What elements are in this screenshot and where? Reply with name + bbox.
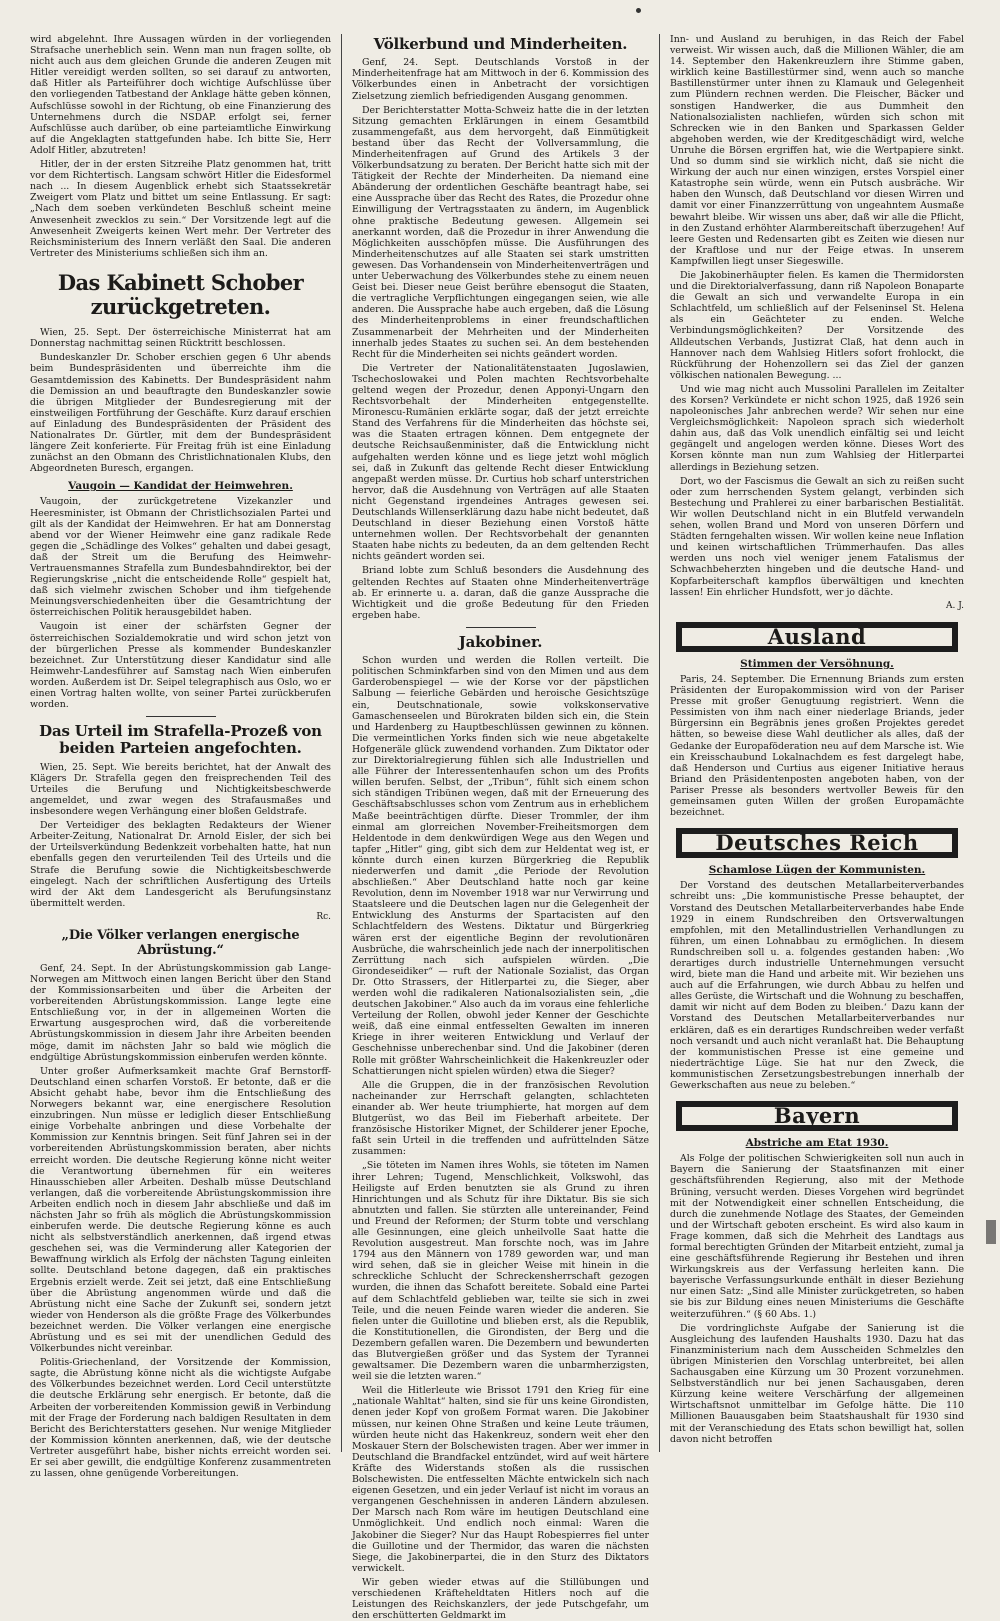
headline-kabinett-schober: Das Kabinett Schober zurückgetreten. [57, 269, 304, 320]
paragraph: Als Folge der politischen Schwierigkeiten soll nun auch in Bayern die Sanierung der Staatsfinanzen mit einer geschäftsführenden Regierung, also mit der Methode Brüning, versucht werden. Dieses Vorgehen wird begründet mit der Notwendigkeit einer schnellen Entscheidung, die durch die zunehmende Notlage des Staates, der Gemeinden und der Wirtschaft geboten erscheint. Es wird also kaum in Frage kommen, daß sich die Mehrheit des Landtags aus formal berechtigten Gründen der Mitarbeit entzieht, zumal ja eine geschäftsführende Regierung ihr Bestehen und ihren Wirkungskreis aus der Verfassung herleiten kann. Die bayerische Verfassungsurkunde enthält in dieser Beziehung nur einen Satz: „Sind alle Minister zurückgetreten, so haben sie bis zur Bildung eines neuen Ministeriums die Geschäfte weiterzuführen.“ (§ 60 Abs. 1.) [670, 1153, 964, 1320]
paragraph: Paris, 24. September. Die Ernennung Briands zum ersten Präsidenten der Europakommission wird von der Pariser Presse mit großer Genugtuung registriert. Wenn die Pessimisten von ihm nach einer niederlage Briands, jeder Bürgersinn ein Begräbnis jenes großen Projektes geredet hätten, so beweise diese Wahl deutlicher als alles, daß der Gedanke der Europaföderation neu auf dem Marsche ist. Wie ein Kreisschaubund Lokalnachdem es fest dargelegt habe, daß Henderson und Curtius aus eigener Initiative heraus Briand den Präsidentenposten angeboten haben, von der Pariser Presse als besonders wertvoller Beweis für den gemeinsamen guten Willen der großen Europamächte bezeichnet. [670, 673, 964, 819]
divider [146, 716, 216, 717]
paragraph: Der Verteidiger des beklagten Redakteurs der Wiener Arbeiter-Zeitung, Nationalrat Dr. Arnold Eisler, der sich bei der Urteilsverkündung Bedenkzeit vorbehalten hatte, hat nun ebenfalls gegen den verurteilenden Teil des Urteils und die Strafe die Berufung sowie die Nichtigkeitsbeschwerde eingelegt. Nach der schriftlichen Ausfertigung des Urteils wird der Akt dem Landesgericht als Berufungsinstanz übermittelt werden. [30, 820, 331, 909]
section-box-bayern: Bayern [676, 1101, 958, 1131]
paragraph: Und wie mag nicht auch Mussolini Parallelen im Zeitalter des Korsen? Verkündete er nicht schon 1925, daß 1926 sein napoleonisches Jahr anbrechen werde? Wir sehen nur eine Vergleichsmöglichkeit: Napoleon sprach sich wiederholt dahin aus, daß das Volk unendlich einfältig sei und leicht gegängelt und angelogen werden könne. Dieses Wort des Korsen könnte man nun zum Wahlsieg der Hitlerpartei allerdings in Beziehung setzen. [670, 383, 964, 473]
headline-voelkerbund: Völkerbund und Minderheiten. [373, 35, 628, 53]
paragraph: Genf, 24. Sept. In der Abrüstungskommission gab Lange-Norwegen am Mittwoch einen langen Bericht über den Stand der Kommissionsarbeiten und über die Arbeiten der vorbereitenden Abrüstungskommission. Lange legte eine Entschließung vor, in der in allgemeinen Worten die Erwartung ausgesprochen wird, daß die vorbereitende Abrüstungskommission in diesem Jahr ihre Arbeiten beenden möge, damit im nächsten Jahr so bald wie möglich die endgültige Abrüstungskommission einberufen werden könnte. [30, 962, 331, 1063]
paragraph: Vaugoin ist einer der schärfsten Gegner der österreichischen Sozialdemokratie und wird schon jetzt von der bürgerlichen Presse als kommender Bundeskanzler bezeichnet. Zur Unterstützung dieser Kandidatur sind alle Heimwehr-Landesführer auf Samstag nach Wien einberufen worden. Außerdem ist Dr. Seipel telegraphisch aus Oslo, wo er einen Vortrag halten wollte, von seiner Partei zurückberufen worden. [30, 621, 331, 711]
paragraph: Genf, 24. Sept. Deutschlands Vorstoß in der Minderheitenfrage hat am Mittwoch in der 6. Kommission des Völkerbundes einen in Anbetracht der vorsichtigen Zielsetzung ziemlich befriedigenden Ausgang genommen. [352, 57, 649, 102]
paragraph: Wien, 25. Sept. Der österreichische Ministerrat hat am Donnerstag nachmittag seinen Rücktritt beschlossen. [30, 327, 331, 350]
paragraph: Vaugoin, der zurückgetretene Vizekanzler und Heeresminister, ist Obmann der Christlichsozialen Partei und gilt als der Kandidat der Heimwehren. Er hat am Donnerstag abend vor der Wiener Heimwehr eine ganz radikale Rede gegen die „Schädlinge des Volkes“ gehalten und dabei gesagt, daß der Streit um die Berufung des Heimwehr-Vertrauensmannes Strafella zum Bundesbahndirektor, bei der Regierungskrise „nicht die entscheidende Rolle“ gespielt hat, daß sich vielmehr zwischen Schober und ihm tiefgehende Meinungsverschiedenheiten über die Gesamtrichtung der österreichischen Politik herausgebildet haben. [30, 496, 331, 619]
ink-dot [636, 8, 641, 13]
author-signature: A. J. [946, 600, 964, 611]
subheadline-etat: Abstriche am Etat 1930. [745, 1137, 889, 1150]
divider [466, 627, 536, 628]
paragraph: Wir geben wieder etwas auf die Stillübungen und verschiedenen Kräfteheldtaten Hitlers noch auf die Leistungen des Reichskanzlers, der jede Putschgefahr, um den erschütterten Geldmarkt im [352, 1576, 649, 1621]
paragraph: Alle die Gruppen, die in der französischen Revolution nacheinander zur Herrschaft gelangten, schlachteten einander ab. Wer heute triumphierte, hat morgen auf dem Blutgerüst, wo das Beil im Fieberhaft arbeitete. Der französische Historiker Mignet, der Schilderer jener Epoche, faßt sein Urteil in die treffenden und aufrüttelnden Sätze zusammen: [352, 1079, 649, 1158]
paragraph: Der Vorstand des deutschen Metallarbeiterverbandes schreibt uns: „Die kommunistische Presse behauptet, der Vorstand des Deutschen Metallarbeiterverbandes habe Ende 1929 in einem Rundschreiben den Ortsverwaltungen empfohlen, mit den Metallindustriellen Verhandlungen zu führen, um einen Lohnabbau zu ermöglichen. In diesem Rundschreiben soll u. a. folgendes gestanden haben: ‚Wo derartiges durch industrielle Unternehmungen versucht wird, biete man die Hand und arbeite mit. Wir beziehen uns auch auf die Erfahrungen, wie durch Abbau zu helfen und alles Gerüste, die Wirtschaft und die Wohnung zu beschaffen, damit wir nicht auf dem Boden zu bleiben.‘ Dazu kann der Vorstand des Deutschen Metallarbeiterverbandes nur erklären, daß es ein derartiges Rundschreiben weder verfaßt noch versandt und auch nicht veranlaßt hat. Die Behauptung der kommunistischen Presse ist eine gemeine und niederträchtige Lüge. Sie hat nur den Zweck, die kommunistischen Zersetzungsbestrebungen innerhalb der Gewerkschaften aus neue zu beleben.“ [670, 880, 964, 1091]
paragraph: Inn- und Ausland zu beruhigen, in das Reich der Fabel verweist. Wir wissen auch, daß die Millionen Wähler, die am 14. September den Hakenkreuzlern ihre Stimme gaben, wirklich keine Bastillestürmer sind, wenn auch so manche Bastillenstürmer unter ihnen zu Klamauk und Gelegenheit zum Plündern rechnen werden. Die Fleischer, Bäcker und sonstigen Handwerker, die aus Dummheit den Nationalsozialisten nachliefen, würden sich schon mit Schrecken wie in den Banken und Sparkassen Gelder abgehoben werden, wie der Kreditgeschädigt wird, welche Unruhe die Börsen ergriffen hat, wie die Wertpapiere sinkt. Und so dumm sind sie wirklich nicht, daß sie nicht die Wirkung der auch nur einen winzigen, erstes Vorspiel einer Katastrophe sein würde, wenn ein Putsch ausbräche. Wir haben den Wunsch, daß Deutschland vor diesen Wirren und damit vor einer Finanzzerrüttung von ungeahntem Ausmaße bewahrt bleibe. Wir wissen uns aber, daß wir alle die Pflicht, in den Zustand erhöhter Alarmbereitschaft überzugehen! Auf leere Gesten und Redensarten gibt es Zeiten wie diesen nur der Kraftlose und nur der Feige etwas. In unserem Kampfwillen liegt unser Siegeswille. [670, 34, 964, 267]
paragraph: Politis-Griechenland, der Vorsitzende der Kommission, sagte, die Abrüstung könne nicht als die wichtigste Aufgabe des Völkerbundes bezeichnet werden. Lord Cecil unterstützte die deutsche Erklärung sehr energisch. Er betonte, daß die Arbeiten der vorbereitenden Kommission gewiß in Verbindung mit der Frage der Forderung nach baldigen Resultaten in dem Bericht des Berichterstatters gesehen. Nur wenige Mitglieder der Kommission könnten anerkennen, daß, wie der deutsche Vertreter ausgeführt habe, bisher nichts erreicht worden sei. Er sei aber gewillt, die endgültige Konferenz zusammentreten zu lassen, ohne genügende Vorbereitungen. [30, 1357, 331, 1480]
column-1 [20, 34, 342, 1480]
paragraph: Unter großer Aufmerksamkeit machte Graf Bernstorff-Deutschland einen scharfen Vorstoß. Er betonte, daß er die Absicht gehabt habe, bevor ihm die Entschließung des Norwegers bekannt war, eine energischere Resolution einzubringen. Nun müsse er lediglich dieser Entschließung einige Vorbehalte anbringen und diese Vorbehalte der Kommission zur Kenntnis bringen. Seit fünf Jahren sei in der vorbereitenden Abrüstungskommission beraten, aber nichts erreicht worden. Die deutsche Regierung könne nicht weiter die Verantwortung übernehmen für ein weiteres Hinausschieben aller Arbeiten. Deshalb müsse Deutschland verlangen, daß die vorbereitende Abrüstungskommission ihre Arbeiten endlich noch in diesem Jahr abschließe und daß im nächsten Jahr so früh als möglich die Abrüstungskommission einberufen werde. Die deutsche Regierung könne es auch nicht als selbstverständlich anerkennen, daß irgend etwas geschehen sei, was die Verminderung aller Kategorien der Bewaffnung wirklich als Erfolg der nächsten Tagung einleiten sollte. Deutschland betone dagegen, daß ein praktisches Ergebnis erzielt werde. Zeit sei jetzt, daß eine Entschließung über die Abrüstung angenommen würde und daß die Abrüstung nicht eine Sache der Zukunft sei, sondern jetzt wieder von Henderson als die größte Frage des Völkerbundes bezeichnet werden. Die Völker verlangen eine energische Abrüstung und es sei mit der unendlichen Geduld des Völkerbundes nicht vereinbar. [30, 1065, 331, 1355]
section-box-ausland: Ausland [676, 622, 958, 652]
paragraph: Bundeskanzler Dr. Schober erschien gegen 6 Uhr abends beim Bundespräsidenten und überreichte ihm die Gesamtdemission des Kabinetts. Der Bundespräsident nahm die Demission an und beauftragte den Bundeskanzler sowie die übrigen Mitglieder der Bundesregierung mit der einstweiligen Fortführung der Geschäfte. Kurz darauf erschien auf Einladung des Bundespräsidenten der Präsident des Nationalrates Dr. Gürtler, mit dem der Bundespräsident längere Zeit konferierte. Für Freitag früh ist eine Einladung zunächst an den Obmann des Christlichnationalen Klubs, den Abgeordneten Buresch, ergangen. [30, 352, 331, 475]
headline-jakobiner: Jakobiner. [458, 632, 543, 651]
paragraph: Dort, wo der Fascismus die Gewalt an sich zu reißen sucht oder zum herrschenden System gelangt, verbinden sich Bestechung und Prahlerei zu einer barbarischen Bestialität. Wir wollen Deutschland nicht in ein Blutfeld verwandeln sehen, wollen Brand und Mord von unseren Dörfern und Städten ferngehalten wissen. Wir wollen keine neue Inflation und keinen wirtschaftlichen Trümmerhaufen. Das alles werden uns noch viel weniger jenem Fatalismus der Schwachbeherzten hingeben und die deutsche Hand- und Kopfarbeiterschaft kampflos überwältigen und knechten lassen! Ein ehrlicher Hundsfott, wer jo dächte. [670, 475, 964, 598]
subheadline-kommunisten: Schamlose Lügen der Kommunisten. [708, 864, 926, 877]
paragraph: Wien, 25. Sept. Wie bereits berichtet, hat der Anwalt des Klägers Dr. Strafella gegen den freisprechenden Teil des Urteiles die Berufung und Nichtigkeitsbeschwerde angemeldet, und zwar wegen des Strafausmaßes und insbesondere wegen Verhängung einer bloßen Geldstrafe. [30, 761, 331, 818]
paragraph: Die Vertreter der Nationalitätenstaaten Jugoslawien, Tschechoslowakei und Polen machten Rechtsvorbehalte geltend wegen der Prozedur, denen Apponyi-Ungarn den Rechtsvorbehalt der Minderheiten entgegenstellte. Mironescu-Rumänien erklärte sogar, daß der jetzt erreichte Stand des Verfahrens für die Minderheiten das höchste sei, was die Staaten ertragen können. Dem entgegnete der deutsche Reichsaußenminister, daß die Entwicklung nicht aufgehalten werden könne und es liege jetzt wohl möglich sei, daß in Zukunft das geltende Recht dieser Entwicklung angepaßt werden müsse. Dr. Curtius hob scharf unterstrichen hervor, daß die Ausdehnung von Verträgen auf alle Staaten nicht Gegenstand irgendeines Antrages gewesen sei. Deutschlands Willenserklärung dazu habe nicht bedeutet, daß Deutschland in dieser Beziehung einen Vorstoß hätte unternehmen wollen. Der Rechtsvorbehalt der genannten Staaten habe nichts zu bedeuten, da an dem geltenden Recht nichts geändert worden sei. [352, 362, 649, 563]
paragraph: Die vordringlichste Aufgabe der Sanierung ist die Ausgleichung des laufenden Haushalts 1930. Dazu hat das Finanzministerium nach dem Ausscheiden Schmelzles den übrigen Ministerien den Vorschlag unterbreitet, bei allen Sachausgaben eine Kürzung um 30 Prozent vorzunehmen. Selbstverständlich nur bei jenen Sachausgaben, deren Kürzung keine weitere Verschärfung der allgemeinen Wirtschaftsnot unmittelbar im Gefolge hätte. Die 110 Millionen Bauausgaben beim Staatshaushalt für 1930 sind mit der Veranschiedung des Etats schon bewilligt hat, sollen davon nicht betroffen [670, 1322, 964, 1445]
column-2 [342, 34, 660, 1621]
paragraph: Der Berichterstatter Motta-Schweiz hatte die in der letzten Sitzung gemachten Erklärungen in einem Gesamtbild zusammengefaßt, aus dem hervorgeht, daß Einmütigkeit bestand über das Recht der Vollversammlung, die Minderheitenfragen auf Grund des Artikels 3 der Völkerbundsatzung zu beraten. Der Bericht hatte sich mit der Tätigkeit der Rechte der Minderheiten. Da niemand eine Abänderung der ordentlichen Geschäfte beantragt habe, sei eine Aussprache über das Recht des Rates, die Prozedur ohne Einwilligung der Vertragsstaaten zu ändern, im Augenblick ohne praktische Bedeutung gewesen. Allgemein sei anerkannt worden, daß die Prozedur in ihrer Anwendung die Möglichkeiten ausschöpfen müsse. Die Ausführungen des Minderheitenschutzes auf alle Staaten sei stark umstritten gewesen. Das Vorhandensein von Minderheitenverträgen und unter Ueberwachung des Völkerbundes stehe zu einem neuen Geist bei. Dieser neue Geist berühre ebensogut die Staaten, die vertragliche Verpflichtungen eingegangen seien, wie alle anderen. Die Aussprache habe auch ergeben, daß die Lösung des Minderheitenproblems in einer freundschaftlichen Zusammenarbeit der Mehrheiten und der Minderheiten innerhalb jedes Staates zu suchen sei. An dem bestehenden Recht für die Minderheiten sei nichts geändert worden. [352, 104, 649, 360]
paragraph: Die Jakobinerhäupter fielen. Es kamen die Thermidorsten und die Direktorialverfassung, dann riß Napoleon Bonaparte die Gewalt an sich und verwandelte Europa in ein Schlachtfeld, um schließlich auf der Felseninsel St. Helena als ein Geächteter zu enden. Welche Verbindungsmöglichkeiten? Der Vorsitzende des Alldeutschen Verbands, Justizrat Claß, hat denn auch in Hannover nach dem Wahlsieg Hitlers sofort frohlockt, die Rückführung der Hohenzollern sei das Ziel der ganzen völkischen nationalen Bewegung. ... [670, 269, 964, 381]
subheadline-vaugoin: Vaugoin — Kandidat der Heimwehren. [68, 480, 293, 493]
paragraph: Schon wurden und werden die Rollen verteilt. Die politischen Schminkfarben sind von den Mimen und aus dem Garderobenspiegel — wie der Korse vor der päpstlichen Salbung — feierliche Gebärden und heroische Gesichtszüge ein, Deutschnationale, sowie volkskonservative Gamaschenseelen und Bürokraten bilden sich ein, die Stein und Hardenberg zu Hauptbeschlüssen gewinnen zu können. Die vermeintlichen Yorks finden sich wie neue abgetakelte Hofgeneräle glück zuwendend vorhanden. Zum Diktator oder zur Direktorialregierung fühlen sich alle Industriellen und alle Führer der Interessentenhaufen schon um des Profits willen berufen. Selbst, der „Tribun“, fühlt sich einem schon sich ständigen Tribünen wegen, daß mit der Erneuerung des Geschäftsabschlusses schon vom Zentrum aus in erheblichem Maße beeinträchtigen dürfte. Dieser Trommler, der ihm einmal am glorreichen November-Freiheitsmorgen dem Heldentode in dem denkwürdigen Wege aus den Wegen und tapfer „Hitler“ ging, gibt sich dem zur Heldentat weg ist, er könnte durch einen kurzen Bürgerkrieg die Republik niederwerfen und damit „die Periode der Revolution abschließen.“ Aber Deutschland hatte noch gar keine Revolution, denn im November 1918 war nur Verwirrung und Staatsleere und die Deutschen lagen nur die Gelegenheit der Entwicklung des Ansturms der Spartacisten auf den Schlachtfeldern des Westens. Diktatur und Bürgerkrieg wären erst der eigentliche Beginn der revolutionären Ausbrüche, die wahrscheinlich jede nach der innerpolitischen Zerrüttung nach sich aufspielen würden. „Die Girondeseidiker“ — ruft der Nationale Sozialist, das Organ Dr. Otto Strassers, der Hitlerpartei zu, die Sieger, aber werden wohl die radikaleren Nationalsozialisten sein, „die deutschen Jakobiner.“ Also auch da im voraus eine fehlerliche Verteilung der Rollen, obwohl jeder Kenner der Geschichte weiß, daß eine einmal entfesselten Gewalten im inneren Kriege in ihrer weiteren Entwicklung und Verlauf der Geschehnisse unberechenbar sind. Und die Jakobiner (deren Rolle mit größter Wahrscheinlichkeit die Hakenkreuzler oder Schattierungen nicht spielen würden) etwa die Sieger? [352, 655, 649, 1077]
author-signature: Rc. [316, 911, 331, 922]
section-box-deutsches-reich: Deutsches Reich [676, 828, 958, 858]
paragraph: „Sie töteten im Namen ihres Wohls, sie töteten im Namen ihrer Lehren; Tugend, Menschlichkeit, Volkswohl, das Heiligste auf Erden benutzten sie als Grund zu ihren Hinrichtungen und als Schutz für ihre Diktatur. Bis sie sich abnutzten und fallen. Sie stürzten alle untereinander, Feind und Freund der Reformen; der Sturm tobte und verschlang alle Gesinnungen, eine gleich unheilvolle Saat hatte die Revolution ausgestreut. Man forschte noch, was im Jahre 1794 aus den Männern von 1789 geworden war, und man wird sehen, daß sie in gleicher Weise mit hinein in die schreckliche Schlucht der Schreckensherrschaft gezogen wurden, die ihnen das Schafott bereitete. Sobald eine Partei auf dem Schlachtfeld geblieben war, teilte sie sich in zwei Teile, und die neuen Feinde waren wieder die anderen. Sie fielen unter die Guillotine und blieben erst, als die Republik, die Konstitutionellen, die Girondisten, der Berg und die Dezembern gefallen waren. Die Dezembern und bewunderten das Blutvergießen größer und das System der Tyrannei gewaltsamer. Die Dezembern waren die unbarmherzigsten, weil sie die letzten waren.“ [352, 1160, 649, 1383]
paragraph: Weil die Hitlerleute wie Brissot 1791 den Krieg für eine „nationale Wahltat“ halten, sind sie für uns keine Girondisten, denen jeder Kopf von großem Format waren. Die Jakobiner müssen, nur keinen Ohne Straßen und keine Leute träumen, würden heute nicht das Hakenkreuz, sondern weit eher den Moskauer Stern der Bolschewisten tragen. Aber wer immer in Deutschland die Brandfackel entzündet, wird auf weit härtere Kräfte des Widerstands stoßen als die russischen Bolschewisten. Die entfesselten Mächte entwickeln sich nach eigenen Gesetzen, und ein jeder Verlauf ist nicht im voraus an vergangenen Geschehnissen in anderen Ländern abzulesen. Der Marsch nach Rom wäre im heutigen Deutschland eine Unmöglichkeit. Und endlich noch einmal: Waren die Jakobiner die Sieger? Nur das Haupt Robespierres fiel unter die Guillotine und der Thermidor, das waren die nächsten Siege, die Jakobinerpartei, die in den Sturz des Diktators verwickelt. [352, 1385, 649, 1574]
paragraph: Briand lobte zum Schluß besonders die Ausdehnung des geltenden Rechtes auf Staaten ohne Minderheitenverträge ab. Er erinnerte u. a. daran, daß die ganze Aussprache die Wichtigkeit und die große Bedeutung für den Frieden ergeben habe. [352, 565, 649, 621]
paragraph: wird abgelehnt. Ihre Aussagen würden in der vorliegenden Strafsache unerheblich sein. Wenn man nun fragen sollte, ob nicht auch aus dem gleichen Grunde die anderen Zeugen mit Hitler vereidigt werden sollten, so sei darauf zu antworten, daß Hitler als Parteiführer doch wichtige Aufschlüsse über den vorliegenden Tatbestand der Anklage hätte geben können, Aufschlüsse sowohl in der Richtung, ob eine Finanzierung des Unternehmens durch die NSDAP. erfolgt sei, ferner Aufschlüsse auch darüber, ob eine parteiamtliche Einwirkung auf die Angeklagten stattgefunden habe. Ich bitte Sie, Herr Adolf Hitler, abzutreten! [30, 34, 331, 156]
edge-mark [986, 1220, 996, 1244]
paragraph: Hitler, der in der ersten Sitzreihe Platz genommen hat, tritt vor dem Richtertisch. Langsam schwört Hitler die Eidesformel nach ... In diesem Augenblick erhebt sich Staatssekretär Zweigert vom Platz und bittet um seine Entlassung. Er sagt: „Nach dem soeben verkündeten Beschluß scheint meine Anwesenheit zwecklos zu sein.“ Der Vorsitzende legt auf die Anwesenheit Zweigerts keinen Wert mehr. Der Vertreter des Reichsministerium des Innern verläßt den Saal. Die anderen Vertreter des Ministeriums schließen sich ihm an. [30, 159, 331, 259]
column-3 [660, 34, 974, 1452]
headline-abruestung: „Die Völker verlangen energische Abrüstung.“ [61, 928, 300, 958]
subheadline-versoehnung: Stimmen der Versöhnung. [740, 657, 894, 670]
headline-strafella-prozess: Das Urteil im Strafella-Prozeß von beiden Parteien angefochten. [39, 722, 322, 758]
col1-intro [30, 34, 331, 259]
